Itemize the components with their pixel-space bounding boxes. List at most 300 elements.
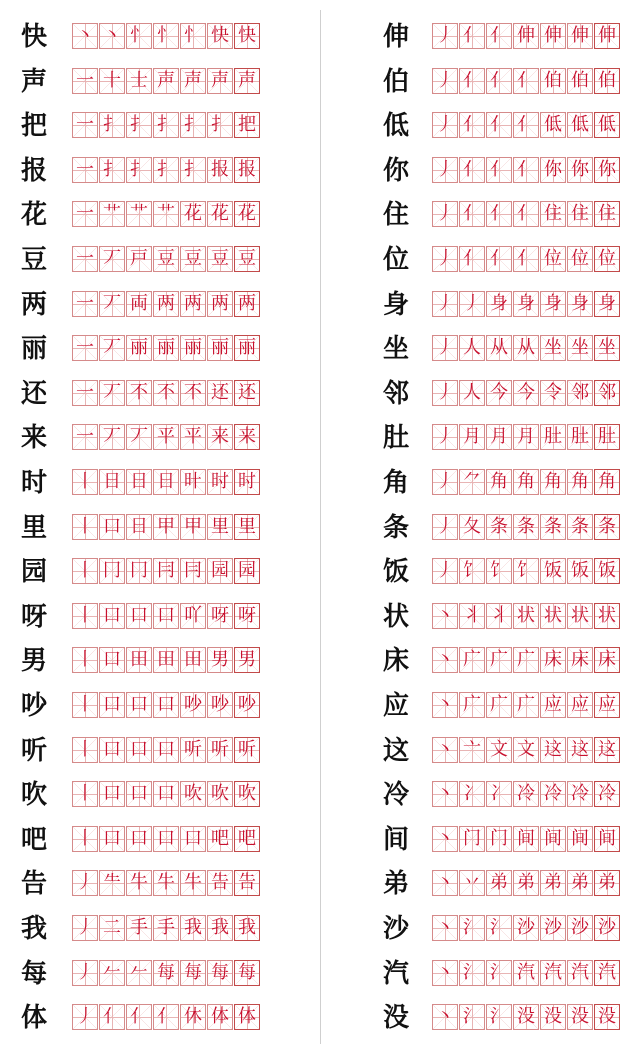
stroke-step-box: 一 <box>72 68 98 94</box>
stroke-step-box: 丿 <box>432 291 458 317</box>
stroke-step-box: 还 <box>207 380 233 406</box>
char-row <box>320 420 640 456</box>
stroke-step-box: 角 <box>540 469 566 495</box>
char-row <box>320 465 640 501</box>
stroke-step-box: 坐 <box>567 335 593 361</box>
stroke-step-box: 夂 <box>459 514 485 540</box>
head-character: 这 <box>382 735 409 766</box>
stroke-step-box: 汽 <box>540 960 566 986</box>
stroke-step-box: 邻 <box>594 380 620 406</box>
stroke-order-strip <box>432 647 621 675</box>
stroke-order-strip <box>432 915 621 943</box>
stroke-step-box: ⺈ <box>459 469 485 495</box>
stroke-step-box: 口 <box>99 692 125 718</box>
stroke-step-box: 丶 <box>432 781 458 807</box>
stroke-step-box: 丶 <box>99 23 125 49</box>
stroke-order-strip <box>432 68 621 96</box>
stroke-step-box: 氵 <box>459 1004 485 1030</box>
stroke-step-box: 来 <box>207 424 233 450</box>
stroke-step-box: 亻 <box>486 23 512 49</box>
stroke-step-box: 角 <box>486 469 512 495</box>
head-character: 你 <box>382 155 409 186</box>
head-character: 坐 <box>382 334 409 365</box>
stroke-step-box: 田 <box>153 647 179 673</box>
char-row <box>320 956 640 992</box>
char-row <box>320 153 640 189</box>
stroke-step-box: 丶 <box>432 1004 458 1030</box>
stroke-step-box: 弟 <box>513 870 539 896</box>
stroke-step-box: 今 <box>486 380 512 406</box>
stroke-step-box: 间 <box>513 826 539 852</box>
stroke-step-box: 丿 <box>72 915 98 941</box>
stroke-step-box: 扌 <box>99 157 125 183</box>
stroke-step-box: 两 <box>234 291 260 317</box>
char-row <box>0 197 320 233</box>
stroke-step-box: 甲 <box>180 514 206 540</box>
stroke-step-box: 应 <box>540 692 566 718</box>
stroke-step-box: 口 <box>180 826 206 852</box>
stroke-step-box: 里 <box>207 514 233 540</box>
head-character: 报 <box>20 155 47 186</box>
stroke-order-strip <box>72 1004 261 1032</box>
stroke-step-box: 𠂉 <box>99 960 125 986</box>
stroke-step-box: 身 <box>594 291 620 317</box>
stroke-order-strip <box>72 201 261 229</box>
stroke-step-box: 饣 <box>486 558 512 584</box>
head-character: 园 <box>20 557 47 588</box>
stroke-step-box: 位 <box>567 246 593 272</box>
char-row <box>320 822 640 858</box>
stroke-step-box: 丬 <box>459 603 485 629</box>
stroke-step-box: 二 <box>99 915 125 941</box>
stroke-step-box: 状 <box>567 603 593 629</box>
head-character: 身 <box>382 289 409 320</box>
stroke-order-strip <box>432 23 621 51</box>
stroke-step-box: 忄 <box>153 23 179 49</box>
stroke-step-box: 丨 <box>72 826 98 852</box>
stroke-step-box: 月 <box>486 424 512 450</box>
stroke-step-box: 广 <box>513 692 539 718</box>
stroke-step-box: 丿 <box>459 291 485 317</box>
stroke-step-box: 亻 <box>486 68 512 94</box>
stroke-order-strip <box>432 291 621 319</box>
stroke-step-box: 口 <box>126 692 152 718</box>
stroke-step-box: 这 <box>567 737 593 763</box>
stroke-step-box: 丿 <box>432 157 458 183</box>
stroke-step-box: 亻 <box>99 1004 125 1030</box>
char-row <box>0 733 320 769</box>
stroke-step-box: 丿 <box>432 514 458 540</box>
stroke-step-box: 饣 <box>459 558 485 584</box>
stroke-step-box: 一 <box>72 201 98 227</box>
stroke-step-box: 身 <box>486 291 512 317</box>
stroke-step-box: 肚 <box>567 424 593 450</box>
stroke-step-box: 艹 <box>99 201 125 227</box>
stroke-step-box: 这 <box>594 737 620 763</box>
head-character: 每 <box>20 958 47 989</box>
stroke-step-box: 豆 <box>180 246 206 272</box>
char-row <box>0 688 320 724</box>
char-row <box>320 688 640 724</box>
char-row <box>320 287 640 323</box>
stroke-step-box: 丨 <box>72 692 98 718</box>
stroke-step-box: 丨 <box>72 737 98 763</box>
stroke-step-box: 报 <box>207 157 233 183</box>
stroke-step-box: 丿 <box>432 68 458 94</box>
char-row <box>0 599 320 635</box>
stroke-step-box: 扌 <box>126 112 152 138</box>
head-character: 低 <box>382 111 409 142</box>
stroke-order-strip <box>72 335 261 363</box>
char-row <box>0 287 320 323</box>
stroke-step-box: 亻 <box>459 201 485 227</box>
stroke-order-strip <box>432 157 621 185</box>
stroke-step-box: 口 <box>99 826 125 852</box>
stroke-step-box: 日 <box>126 469 152 495</box>
stroke-step-box: 亻 <box>126 1004 152 1030</box>
stroke-step-box: 丽 <box>153 335 179 361</box>
stroke-step-box: 丨 <box>72 781 98 807</box>
char-row <box>0 64 320 100</box>
stroke-step-box: 还 <box>234 380 260 406</box>
stroke-step-box: 邻 <box>567 380 593 406</box>
char-row <box>0 866 320 902</box>
stroke-step-box: 丿 <box>432 112 458 138</box>
stroke-step-box: 丿 <box>432 469 458 495</box>
stroke-step-box: 门 <box>459 826 485 852</box>
stroke-step-box: 旪 <box>180 469 206 495</box>
stroke-step-box: 沙 <box>513 915 539 941</box>
stroke-step-box: 没 <box>513 1004 539 1030</box>
stroke-step-box: 丿 <box>432 380 458 406</box>
stroke-order-strip <box>432 514 621 542</box>
char-row <box>320 242 640 278</box>
stroke-step-box: 口 <box>153 737 179 763</box>
stroke-step-box: 一 <box>72 157 98 183</box>
stroke-step-box: 冂 <box>99 558 125 584</box>
stroke-step-box: 亻 <box>513 68 539 94</box>
stroke-step-box: 花 <box>234 201 260 227</box>
stroke-step-box: 文 <box>513 737 539 763</box>
stroke-order-strip <box>432 1004 621 1032</box>
stroke-step-box: 把 <box>234 112 260 138</box>
stroke-step-box: 伯 <box>540 68 566 94</box>
stroke-step-box: 不 <box>126 380 152 406</box>
head-character: 里 <box>20 512 47 543</box>
stroke-step-box: 条 <box>540 514 566 540</box>
stroke-step-box: 没 <box>540 1004 566 1030</box>
char-row <box>0 465 320 501</box>
stroke-step-box: 丿 <box>432 201 458 227</box>
char-row <box>0 331 320 367</box>
stroke-step-box: 没 <box>594 1004 620 1030</box>
stroke-step-box: 口 <box>99 737 125 763</box>
stroke-step-box: 身 <box>567 291 593 317</box>
stroke-order-strip <box>72 737 261 765</box>
stroke-step-box: 我 <box>180 915 206 941</box>
stroke-order-strip <box>72 469 261 497</box>
stroke-step-box: 位 <box>594 246 620 272</box>
char-row <box>320 510 640 546</box>
stroke-step-box: 报 <box>234 157 260 183</box>
stroke-step-box: 口 <box>153 826 179 852</box>
stroke-step-box: 角 <box>594 469 620 495</box>
stroke-step-box: 男 <box>207 647 233 673</box>
stroke-step-box: 汽 <box>513 960 539 986</box>
stroke-step-box: 丽 <box>126 335 152 361</box>
stroke-step-box: 吧 <box>234 826 260 852</box>
stroke-step-box: 丶 <box>432 826 458 852</box>
stroke-step-box: 从 <box>513 335 539 361</box>
stroke-step-box: 园 <box>207 558 233 584</box>
stroke-order-strip <box>432 870 621 898</box>
stroke-step-box: 汽 <box>567 960 593 986</box>
stroke-step-box: 人 <box>459 380 485 406</box>
stroke-step-box: 丿 <box>432 246 458 272</box>
stroke-step-box: 两 <box>153 291 179 317</box>
stroke-step-box: 弟 <box>540 870 566 896</box>
stroke-step-box: 应 <box>594 692 620 718</box>
stroke-step-box: 亻 <box>459 112 485 138</box>
stroke-step-box: 一 <box>72 380 98 406</box>
stroke-step-box: 亻 <box>459 23 485 49</box>
char-row <box>0 108 320 144</box>
stroke-step-box: 床 <box>540 647 566 673</box>
stroke-step-box: 身 <box>513 291 539 317</box>
stroke-step-box: 牛 <box>153 870 179 896</box>
stroke-step-box: 坐 <box>594 335 620 361</box>
stroke-step-box: 饣 <box>513 558 539 584</box>
stroke-order-strip <box>72 558 261 586</box>
head-character: 来 <box>20 423 47 454</box>
stroke-step-box: 口 <box>99 514 125 540</box>
head-character: 邻 <box>382 378 409 409</box>
stroke-step-box: 平 <box>180 424 206 450</box>
stroke-step-box: 丶 <box>432 737 458 763</box>
stroke-step-box: 手 <box>126 915 152 941</box>
stroke-step-box: 一 <box>72 112 98 138</box>
stroke-step-box: 里 <box>234 514 260 540</box>
stroke-order-strip <box>432 201 621 229</box>
stroke-step-box: 月 <box>459 424 485 450</box>
stroke-step-box: 丿 <box>432 23 458 49</box>
stroke-step-box: 位 <box>540 246 566 272</box>
stroke-step-box: 一 <box>72 424 98 450</box>
stroke-step-box: 时 <box>207 469 233 495</box>
stroke-order-strip <box>72 514 261 542</box>
char-row <box>320 554 640 590</box>
stroke-step-box: 冫 <box>486 781 512 807</box>
head-character: 肚 <box>382 423 409 454</box>
char-row <box>0 643 320 679</box>
stroke-step-box: 手 <box>153 915 179 941</box>
stroke-step-box: 亻 <box>486 201 512 227</box>
stroke-step-box: 亻 <box>459 246 485 272</box>
head-character: 应 <box>382 691 409 721</box>
char-row <box>0 822 320 858</box>
stroke-step-box: 状 <box>594 603 620 629</box>
stroke-order-strip <box>72 960 261 988</box>
stroke-step-box: 口 <box>153 781 179 807</box>
head-character: 沙 <box>382 914 409 944</box>
stroke-step-box: 口 <box>126 826 152 852</box>
stroke-order-strip <box>432 960 621 988</box>
head-character: 饭 <box>382 557 409 588</box>
stroke-step-box: 亠 <box>459 737 485 763</box>
stroke-step-box: 伸 <box>594 23 620 49</box>
head-character: 两 <box>20 289 47 320</box>
stroke-step-box: 我 <box>234 915 260 941</box>
stroke-step-box: 告 <box>234 870 260 896</box>
stroke-step-box: 忄 <box>180 23 206 49</box>
stroke-step-box: 冫 <box>459 781 485 807</box>
stroke-order-strip <box>432 424 621 452</box>
stroke-order-strip <box>432 246 621 274</box>
stroke-step-box: 丶 <box>432 603 458 629</box>
stroke-step-box: 亻 <box>459 157 485 183</box>
char-row <box>0 554 320 590</box>
stroke-step-box: 应 <box>567 692 593 718</box>
stroke-step-box: 吹 <box>234 781 260 807</box>
stroke-step-box: 间 <box>594 826 620 852</box>
stroke-step-box: 快 <box>207 23 233 49</box>
stroke-step-box: 间 <box>540 826 566 852</box>
stroke-step-box: 平 <box>153 424 179 450</box>
stroke-step-box: 声 <box>180 68 206 94</box>
stroke-step-box: 丆 <box>99 380 125 406</box>
stroke-step-box: 扌 <box>126 157 152 183</box>
stroke-step-box: 丨 <box>72 469 98 495</box>
stroke-step-box: 低 <box>567 112 593 138</box>
stroke-order-strip <box>72 68 261 96</box>
stroke-step-box: 扌 <box>99 112 125 138</box>
stroke-step-box: 豆 <box>234 246 260 272</box>
stroke-step-box: 丿 <box>72 960 98 986</box>
head-character: 吧 <box>20 824 47 855</box>
stroke-order-strip <box>432 380 621 408</box>
head-character: 时 <box>20 468 47 498</box>
stroke-order-strip <box>432 826 621 854</box>
stroke-step-box: 条 <box>513 514 539 540</box>
head-character: 男 <box>20 646 47 677</box>
stroke-order-strip <box>72 291 261 319</box>
stroke-step-box: 士 <box>126 68 152 94</box>
stroke-step-box: 口 <box>99 647 125 673</box>
stroke-step-box: 冷 <box>567 781 593 807</box>
stroke-step-box: 扌 <box>180 157 206 183</box>
stroke-step-box: 你 <box>567 157 593 183</box>
stroke-step-box: 牛 <box>126 870 152 896</box>
stroke-step-box: 弟 <box>567 870 593 896</box>
stroke-step-box: 亻 <box>513 112 539 138</box>
stroke-order-strip <box>432 469 621 497</box>
stroke-step-box: 丨 <box>72 603 98 629</box>
stroke-step-box: 床 <box>567 647 593 673</box>
stroke-order-strip <box>72 692 261 720</box>
stroke-step-box: 丿 <box>432 424 458 450</box>
head-character: 告 <box>20 869 47 900</box>
stroke-step-box: 日 <box>126 514 152 540</box>
stroke-step-box: 园 <box>234 558 260 584</box>
stroke-step-box: 体 <box>234 1004 260 1030</box>
head-character: 花 <box>20 200 47 231</box>
stroke-step-box: 两 <box>207 291 233 317</box>
stroke-step-box: 身 <box>540 291 566 317</box>
stroke-step-box: 丨 <box>72 647 98 673</box>
stroke-step-box: 吖 <box>180 603 206 629</box>
stroke-step-box: 口 <box>99 781 125 807</box>
stroke-step-box: 快 <box>234 23 260 49</box>
head-character: 弟 <box>382 869 409 900</box>
stroke-order-strip <box>432 603 621 631</box>
stroke-step-box: 角 <box>513 469 539 495</box>
stroke-step-box: 艹 <box>153 201 179 227</box>
stroke-step-box: 一 <box>72 246 98 272</box>
stroke-order-strip <box>72 112 261 140</box>
stroke-step-box: 伸 <box>513 23 539 49</box>
stroke-order-strip <box>432 112 621 140</box>
stroke-step-box: 呀 <box>207 603 233 629</box>
stroke-step-box: 坐 <box>540 335 566 361</box>
stroke-step-box: 你 <box>594 157 620 183</box>
stroke-order-strip <box>432 692 621 720</box>
stroke-step-box: 沙 <box>567 915 593 941</box>
stroke-step-box: 听 <box>207 737 233 763</box>
stroke-step-box: 肚 <box>594 424 620 450</box>
head-character: 把 <box>20 111 47 142</box>
char-row <box>0 376 320 412</box>
stroke-step-box: 豆 <box>207 246 233 272</box>
stroke-step-box: 冃 <box>153 558 179 584</box>
stroke-step-box: 日 <box>99 469 125 495</box>
head-character: 丽 <box>20 334 47 365</box>
stroke-step-box: 声 <box>207 68 233 94</box>
stroke-step-box: 花 <box>207 201 233 227</box>
head-character: 冷 <box>382 780 409 811</box>
stroke-step-box: 休 <box>180 1004 206 1030</box>
stroke-step-box: 丿 <box>432 558 458 584</box>
stroke-step-box: 饭 <box>567 558 593 584</box>
stroke-step-box: 沙 <box>540 915 566 941</box>
right-column <box>320 0 640 1054</box>
stroke-step-box: 両 <box>126 291 152 317</box>
stroke-step-box: 口 <box>99 603 125 629</box>
char-row <box>0 19 320 55</box>
stroke-step-box: 丶 <box>432 692 458 718</box>
stroke-step-box: 亻 <box>486 112 512 138</box>
stroke-step-box: 口 <box>153 603 179 629</box>
stroke-step-box: 伯 <box>594 68 620 94</box>
stroke-step-box: 弟 <box>594 870 620 896</box>
stroke-step-box: 丨 <box>72 558 98 584</box>
stroke-order-strip <box>72 915 261 943</box>
char-row <box>0 510 320 546</box>
stroke-step-box: 告 <box>207 870 233 896</box>
stroke-step-box: 月 <box>513 424 539 450</box>
stroke-step-box: 𠂉 <box>126 960 152 986</box>
stroke-step-box: 住 <box>594 201 620 227</box>
head-character: 汽 <box>382 958 409 989</box>
stroke-step-box: 饭 <box>594 558 620 584</box>
char-row <box>320 331 640 367</box>
char-row <box>320 777 640 813</box>
stroke-order-strip <box>432 737 621 765</box>
stroke-step-box: 吵 <box>180 692 206 718</box>
head-character: 伸 <box>382 22 409 52</box>
stroke-step-box: 口 <box>126 781 152 807</box>
stroke-step-box: ⺧ <box>99 870 125 896</box>
stroke-step-box: 亻 <box>486 157 512 183</box>
